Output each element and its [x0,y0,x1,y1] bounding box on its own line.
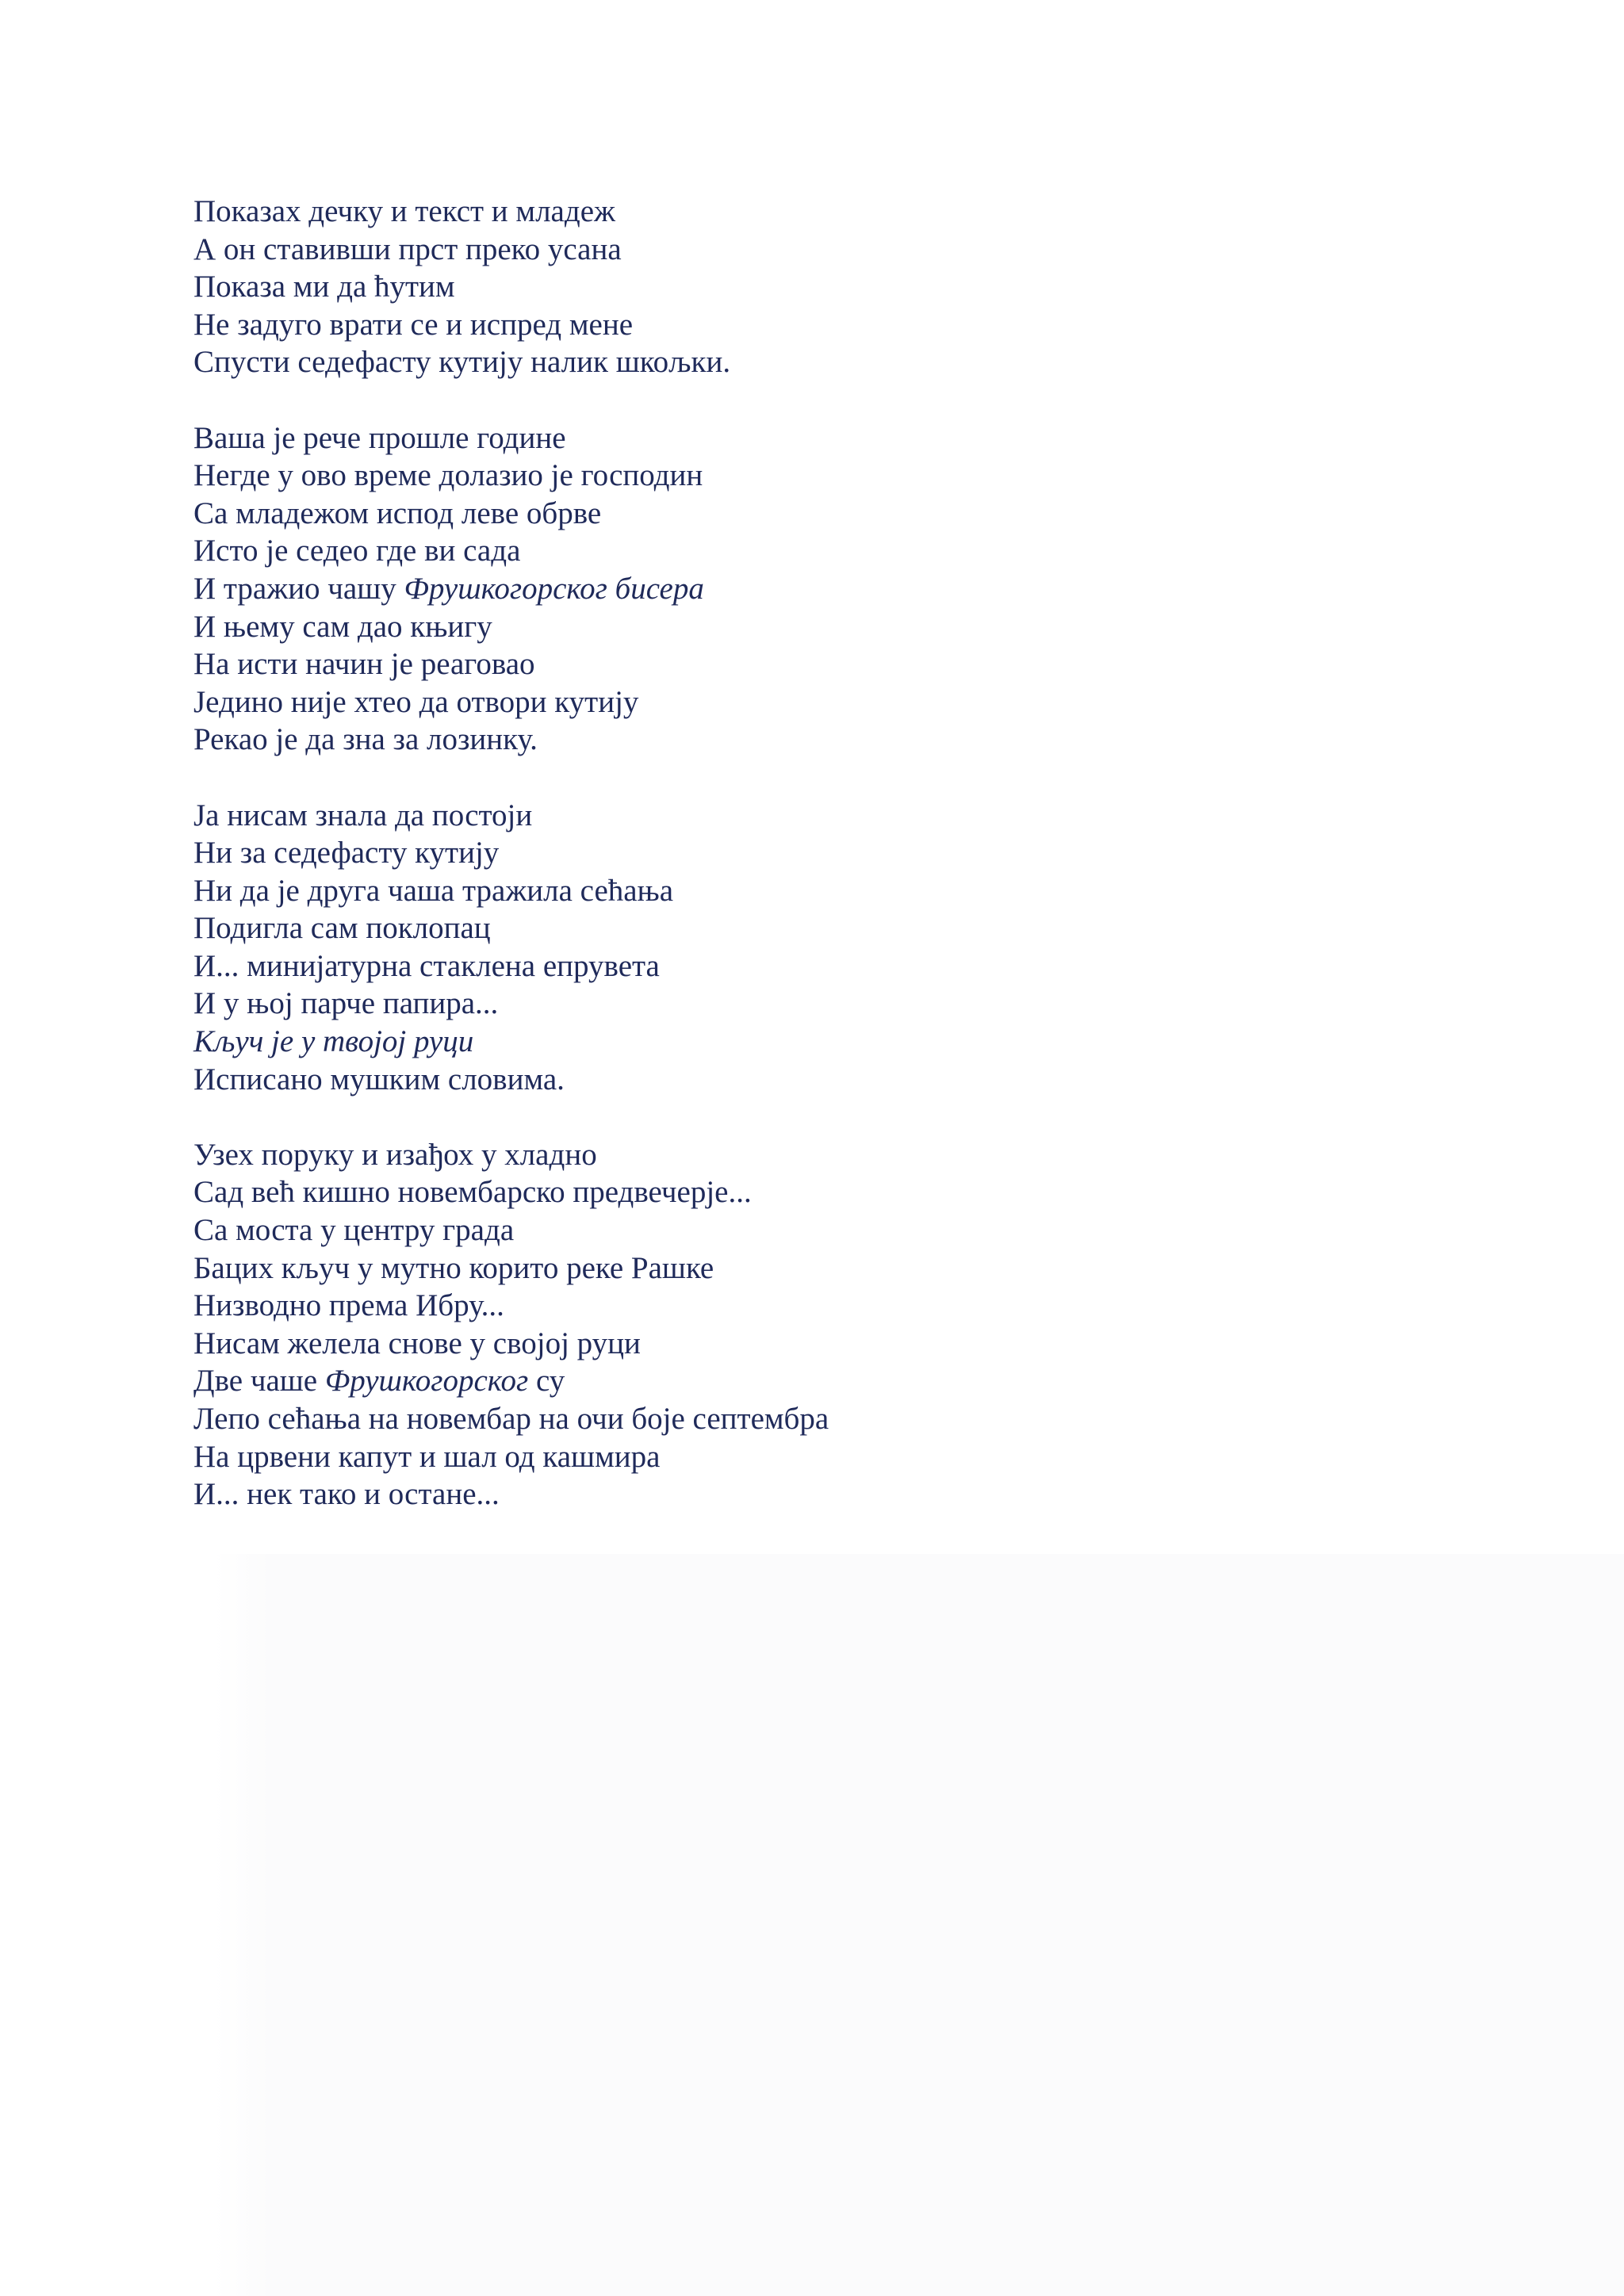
poem-line: А он ставивши прст преко усана [193,232,622,266]
poem-line: Показа ми да ћутим [193,270,455,304]
poem-line: Исто је седео где ви сада [193,534,521,568]
stanza [193,797,1462,1099]
poem-line [193,1023,1462,1061]
poem-line: На црвени капут и шал од кашмира [193,1439,661,1474]
poem-line: Негде у ово време долазио је господин [193,458,703,493]
stanza [193,193,1462,381]
line-text: Две чаше [193,1364,325,1399]
line-text: су [528,1364,565,1399]
poem-line: Бацих кључ у мутно корито реке Рашке [193,1250,714,1285]
poem-line [193,1362,1462,1400]
poem-line: Са младежом испод леве обрве [193,496,602,530]
poem-line: И... минијатурна стаклена епрувета [193,948,660,983]
poem-line: И у њој парче папира... [193,986,499,1021]
poem-line: Низводно према Ибру... [193,1288,504,1323]
poem-line: Ваша је рече прошле године [193,420,566,455]
poem-line: Узех поруку и изађох у хладно [193,1137,597,1172]
poem-line: Ја нисам знала да постоји [193,798,533,832]
poem-line: Сад већ кишно новембарско предвечерје... [193,1175,752,1210]
poem-line: Једино није хтео да отвори кутију [193,684,639,719]
italic-phrase: Кључ је у твојој руци [193,1024,474,1059]
line-text: И тражио чашу [193,571,404,606]
poem-line: Спусти седефасту кутију налик шкољки. [193,345,731,380]
poem-line: Не задуго врати се и испред мене [193,307,634,342]
poem-line: Показах дечку и текст и младеж [193,194,615,228]
poem-line: Рекао је да зна за лозинку. [193,722,538,757]
poem-line: Са моста у центру града [193,1213,515,1248]
stanza [193,419,1462,759]
italic-phrase: Фрушкогорског [324,1364,529,1399]
poem-line: Лепо сећања на новембар на очи боје септембра [193,1402,829,1436]
poem-line: На исти начин је реаговао [193,647,535,682]
poem-line [193,570,1462,608]
poem-body [193,193,1462,1513]
poem-line: Подигла сам поклопац [193,911,491,946]
poem-line: Исписано мушким словима. [193,1062,565,1096]
poem-line: И њему сам дао књигу [193,609,492,644]
poem-line: Ни да је друга чаша тражила сећања [193,873,674,908]
poem-line: И... нек тако и остане... [193,1477,500,1512]
poem-line: Ни за седефасту кутију [193,836,500,871]
stanza [193,1136,1462,1513]
poem-line: Нисам желела снове у својој руци [193,1326,641,1360]
page-shading [214,1554,1624,2296]
italic-phrase: Фрушкогорског бисера [404,571,704,606]
